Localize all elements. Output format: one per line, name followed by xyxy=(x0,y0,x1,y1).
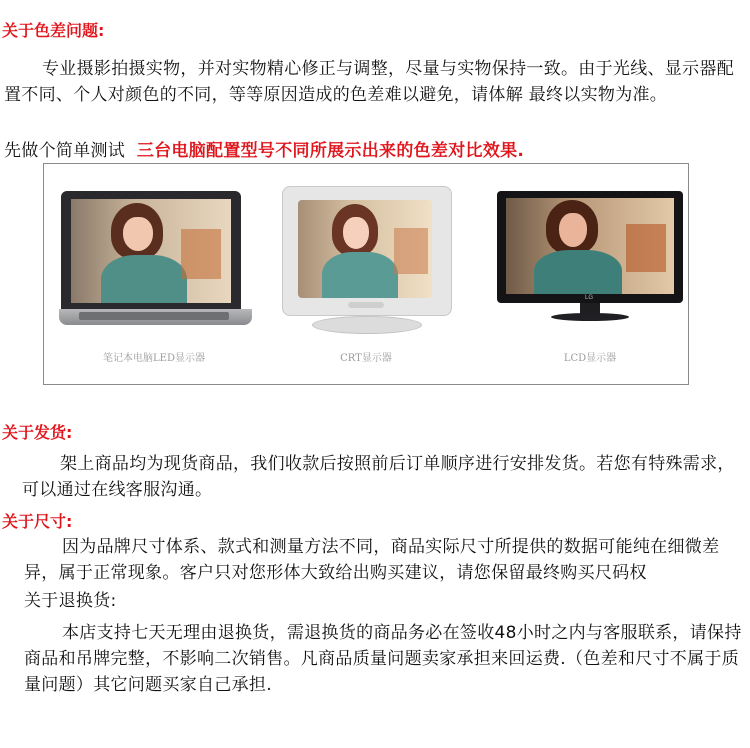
test-highlight: 三台电脑配置型号不同所展示出来的色差对比效果. xyxy=(136,141,525,161)
return-paragraph: 本店支持七天无理由退换货，需退换货的商品务必在签收48小时之内与客服联系，请保持商品和吊牌完整，不影响二次销售。凡商品质量问题卖家承担来回运费.（色差和尺寸不属于质量问题）其它问题买家自己承担. xyxy=(24,623,742,695)
size-title: 关于尺寸: xyxy=(2,512,73,531)
lg-logo: LG xyxy=(584,295,593,301)
size-paragraph: 因为品牌尺寸体系、款式和测量方法不同，商品实际尺寸所提供的数据可能纯在细微差异，属于正常现象。客户只对您形体大致给出购买建议，请您保留最终购买尺码权 xyxy=(24,537,720,583)
laptop-caption: 笔记本电脑LED显示器 xyxy=(103,353,205,364)
laptop-screen-photo xyxy=(71,199,231,303)
crt-monitor-image xyxy=(282,186,450,336)
monitor-comparison-figure xyxy=(43,163,689,385)
crt-screen-photo xyxy=(298,200,432,298)
return-title: 关于退换货: xyxy=(24,591,117,611)
lcd-caption: LCD显示器 xyxy=(563,353,617,364)
shipping-paragraph: 架上商品均为现货商品，我们收款后按照前后订单顺序进行安排发货。若您有特殊需求，可以通过在线客服沟通。 xyxy=(22,454,735,500)
lcd-screen-photo xyxy=(506,198,674,294)
crt-caption: CRT显示器 xyxy=(340,353,392,364)
shipping-title: 关于发货: xyxy=(2,423,73,442)
lcd-monitor-image xyxy=(497,191,685,336)
color-difference-paragraph: 专业摄影拍摄实物，并对实物精心修正与调整，尽量与实物保持一致。由于光线、显示器配置不同、个人对颜色的不同，等等原因造成的色差难以避免，请体解 最终以实物为准。 xyxy=(4,59,734,105)
test-line xyxy=(4,138,748,164)
test-prefix: 先做个简单测试 xyxy=(4,141,126,161)
laptop-image xyxy=(59,191,252,331)
color-difference-title: 关于色差问题: xyxy=(2,21,105,40)
